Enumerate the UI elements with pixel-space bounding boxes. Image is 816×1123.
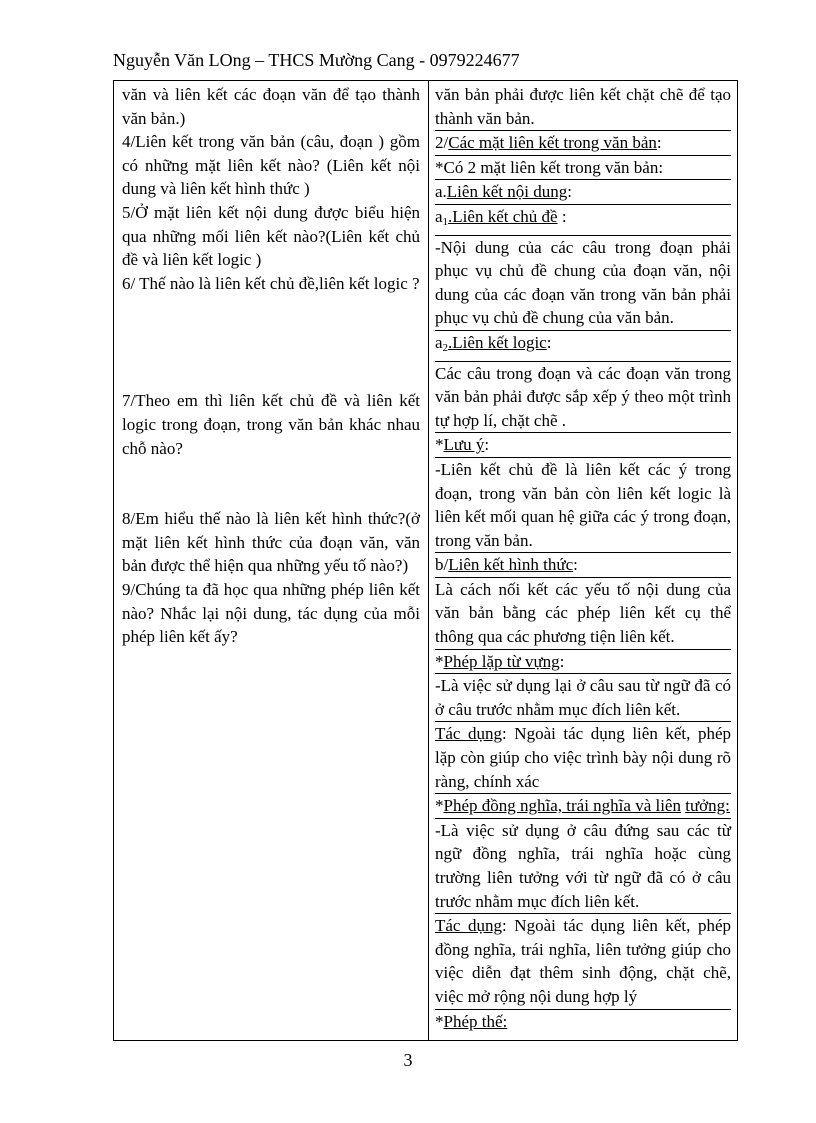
logic-link-text: Các câu trong đoạn và các đoạn văn trong văn bản phải được sắp xếp ý theo một trình tự hợp lí, chặt chẽ . xyxy=(435,362,731,434)
note-text: -Liên kết chủ đề là liên kết các ý trong đoạn, trong văn bản còn liên kết logic là liên kết mối quan hệ giữa các ý trong đoạn, trong văn bản. xyxy=(435,458,731,553)
content-link-prefix: a. xyxy=(435,182,447,202)
form-link-heading xyxy=(435,553,731,578)
substitution-heading xyxy=(435,1010,731,1034)
colon: : xyxy=(656,133,662,153)
substitution-title: Phép thế: xyxy=(443,1011,508,1031)
question-8: 8/Em hiểu thế nào là liên kết hình thức?(ở mặt liên kết hình thức của đoạn văn, văn bản được thể hiện qua những yếu tố nào?) xyxy=(122,509,420,576)
note-heading xyxy=(435,433,731,458)
colon: : xyxy=(573,555,578,575)
answers-column xyxy=(429,81,737,1040)
content-link-title: Liên kết nội dung xyxy=(446,182,568,202)
logic-link-title: .Liên kết logic xyxy=(448,332,547,352)
question-9: 9/Chúng ta đã học qua những phép liên kết nào? Nhắc lại nội dung, tác dụng của mỗi phép liên kết ấy? xyxy=(122,579,420,647)
question-7: 7/Theo em thì liên kết chủ đề và liên kết logic trong đoạn, trong văn bản khác nhau chỗ nào? xyxy=(122,391,420,458)
colon: : xyxy=(567,182,572,202)
form-link-text: Là cách nối kết các yếu tố nội dung của văn bản bằng các phép liên kết cụ thể thông qua các phương tiện liên kết. xyxy=(435,578,731,650)
answer-3: *Có 2 mặt liên kết trong văn bản: xyxy=(435,156,731,181)
synonym-heading xyxy=(435,794,731,819)
form-link-prefix: b/ xyxy=(435,555,449,575)
synonym-effect xyxy=(435,914,731,1009)
colon: : xyxy=(546,332,552,352)
answer-2-number: 2/ xyxy=(435,133,449,153)
content-link-heading xyxy=(435,180,731,205)
colon: : xyxy=(484,435,490,455)
synonym-text: -Là việc sử dụng ở câu đứng sau các từ ngữ đồng nghĩa, trái nghĩa hoặc cùng trường liên tưởng với từ ngữ đã có ở câu trước nhằm mục đích liên kết. xyxy=(435,819,731,914)
repetition-title: Phép lặp từ vựng xyxy=(443,651,560,671)
logic-link-subscript: 2 xyxy=(442,341,449,354)
topic-link-letter: a xyxy=(435,206,443,226)
question-6: 6/ Thế nào là liên kết chủ đề,liên kết logic ? xyxy=(122,273,420,293)
logic-link-heading xyxy=(435,331,731,362)
synonym-title-b: tưởng: xyxy=(685,796,730,816)
topic-link-subscript: 1 xyxy=(442,215,449,228)
answer-2-title: Các mặt liên kết trong văn bản xyxy=(448,133,657,153)
synonym-star: * xyxy=(435,796,444,816)
content-table xyxy=(113,80,738,1041)
synonym-title-a: Phép đồng nghĩa, trái nghĩa và liên xyxy=(443,796,681,816)
note-title: Lưu ý xyxy=(443,435,485,455)
topic-link-title: .Liên kết chủ đề xyxy=(448,206,558,226)
note-star: * xyxy=(435,435,444,455)
questions-column xyxy=(114,81,429,1040)
topic-link-text: -Nội dung của các câu trong đoạn phải phục vụ chủ đề chung của đoạn văn, nội dung của các đoạn văn trong văn bản phải phục vụ chủ đề chung của văn bản. xyxy=(435,236,731,331)
spacer xyxy=(122,295,420,389)
spacer xyxy=(122,460,420,507)
question-continuation: văn và liên kết các đoạn văn để tạo thành văn bản.) xyxy=(122,85,420,128)
repetition-text: -Là việc sử dụng lại ở câu sau từ ngữ đã có ở câu trước nhằm mục đích liên kết. xyxy=(435,674,731,722)
repetition-effect xyxy=(435,722,731,794)
repetition-heading xyxy=(435,650,731,675)
answer-2-heading xyxy=(435,131,731,156)
effect-label: Tác dụng xyxy=(435,916,503,936)
colon: : xyxy=(559,651,565,671)
answer-1: văn bản phải được liên kết chặt chẽ để tạo thành văn bản. xyxy=(435,83,731,131)
topic-link-colon: : xyxy=(557,206,567,226)
repetition-star: * xyxy=(435,651,444,671)
form-link-title: Liên kết hình thức xyxy=(448,555,574,575)
page-number: 3 xyxy=(403,1050,413,1070)
substitution-star: * xyxy=(435,1011,444,1031)
effect-text: : Ngoài tác dụng liên kết, phép đồng nghĩa, trái nghĩa, liên tưởng giúp cho việc diễn đạt thêm sinh động, chặt chẽ, việc mở rộng nội dung hợp lý xyxy=(435,916,731,1006)
topic-link-heading xyxy=(435,205,731,236)
question-4: 4/Liên kết trong văn bản (câu, đoạn ) gồm có những mặt liên kết nào? (Liên kết nội dung và liên kết hình thức ) xyxy=(122,132,420,199)
effect-label: Tác dụng xyxy=(435,724,503,744)
logic-link-letter: a xyxy=(435,332,443,352)
effect-text: : Ngoài tác dụng liên kết, phép lặp còn giúp cho việc trình bày nội dung rõ ràng, chính xác xyxy=(435,724,731,791)
question-5: 5/Ở mặt liên kết nội dung được biểu hiện qua những mối liên kết nào?(Liên kết chủ đề và liên kết logic ) xyxy=(122,202,420,270)
page-header: Nguyễn Văn LOng – THCS Mường Cang - 0979224677 xyxy=(113,50,520,70)
